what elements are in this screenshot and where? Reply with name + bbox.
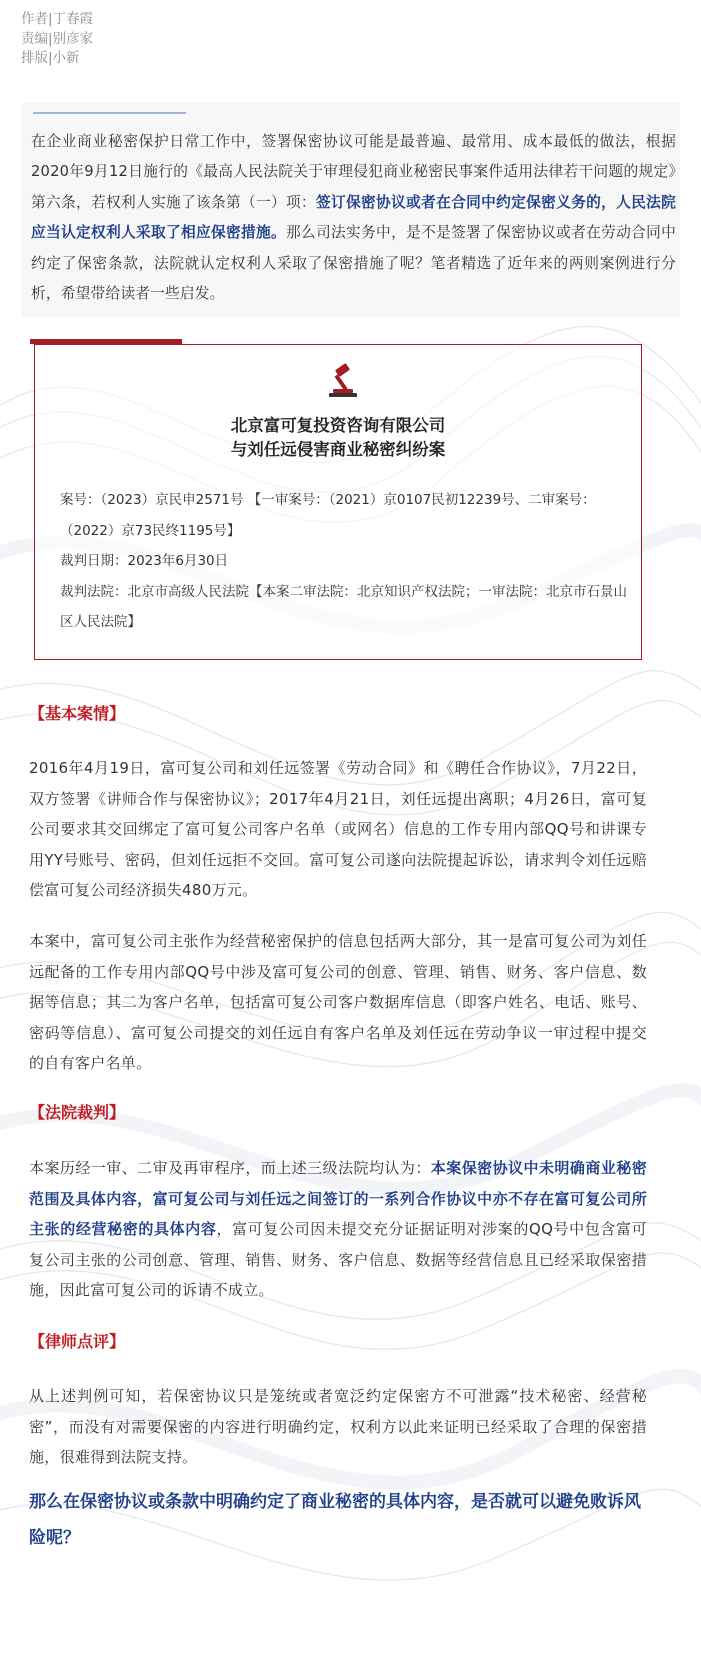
case-info-card [34,344,642,660]
intro-text-after: 那么司法实务中，是不是签署了保密协议或者在劳动合同中约定了保密条款，法院就认定权利人采取了保密措施了呢？笔者精选了近年来的两则案例进行分析，希望带给读者一些启发。 [31,224,676,303]
section-heading-basic-facts: 【基本案情】 [29,704,126,723]
case-title-line2: 与刘任远侵害商业秘密纠纷案 [230,440,446,459]
section-heading-lawyer-comment: 【律师点评】 [29,1332,126,1351]
intro-divider [33,112,186,114]
intro-box [21,103,680,317]
court-name: 裁判法院：北京市高级人民法院【本案二审法院：北京知识产权法院；一审法院：北京市石景山区人民法院】 [60,583,627,630]
editor-credit: 责编|别彦家 [21,30,94,47]
court-ruling-highlight: 本案保密协议中未明确商业秘密范围及具体内容，富可复公司与刘任远之间签订的一系列合作协议中亦不存在富可复公司所主张的经营秘密的具体内容 [29,1159,647,1239]
gavel-icon [325,363,363,399]
court-ruling-text-before: 本案历经一审、二审及再审程序，而上述三级法院均认为： [29,1159,431,1177]
court-ruling-text-after: ，富可复公司因未提交充分证据证明对涉案的QQ号中包含富可复公司主张的公司创意、管理、销售、财务、客户信息、数据等经营信息且已经采取保密措施，因此富可复公司的诉请不成立。 [29,1220,647,1300]
intro-highlight: 签订保密协议或者在合同中约定保密义务的，人民法院应当认定权利人采取了相应保密措施。 [31,193,676,242]
basic-facts-paragraph-2: 本案中，富可复公司主张作为经营秘密保护的信息包括两大部分，其一是富可复公司为刘任远配备的工作专用内部QQ号中涉及富可复公司的创意、管理、销售、财务、客户信息、数据等信息；其二为客户名单，包括富可复公司客户数据库信息（即客户姓名、电话、账号、密码等信息）、富可复公司提交的刘任远自有客户名单及刘任远在劳动争议一审过程中提交的自有客户名单。 [29,932,647,1073]
case-title-line1: 北京富可复投资咨询有限公司 [230,416,446,435]
case-number: 案号：（2023）京民申2571号 【一审案号：（2021）京0107民初12239号、二审案号：（2022）京73民终1195号】 [60,492,596,539]
intro-paragraph [31,127,676,309]
intro-text-before: 在企业商业秘密保护日常工作中，签署保密协议可能是最普遍、最常用、成本最低的做法，根据2020年9月12日施行的《最高人民法院关于审理侵犯商业秘密民事案件适用法律若干问题的规定》第六条，若权利人实施了该条第（一）项： [31,133,676,211]
court-ruling-paragraph [29,1153,647,1306]
closing-question: 那么在保密协议或条款中明确约定了商业秘密的具体内容，是否就可以避免败诉风险呢？ [29,1492,641,1548]
article-credits [21,10,93,69]
lawyer-comment-paragraph: 从上述判例可知，若保密协议只是笼统或者宽泛约定保密方不可泄露“技术秘密、经营秘密”，而没有对需要保密的内容进行明确约定，权利方以此来证明已经采取了合理的保密措施，很难得到法院支持。 [29,1387,647,1467]
case-details [60,485,630,638]
layout-credit: 排版|小新 [21,50,80,66]
author-credit: 作者|丁春霞 [21,11,94,27]
judgment-date: 裁判日期：2023年6月30日 [60,553,229,569]
section-heading-court-ruling: 【法院裁判】 [29,1103,126,1122]
basic-facts-paragraph-1: 2016年4月19日，富可复公司和刘任远签署《劳动合同》和《聘任合作协议》，7月22日，双方签署《讲师合作与保密协议》；2017年4月21日，刘任远提出离职；4月26日，富可复公司要求其交回绑定了富可复公司客户名单（或网名）信息的工作专用内部QQ号和讲课专用YY号账号、密码，但刘任远拒不交回。富可复公司遂向法院提起诉讼，请求判令刘任远赔偿富可复公司经济损失480万元。 [29,759,647,900]
